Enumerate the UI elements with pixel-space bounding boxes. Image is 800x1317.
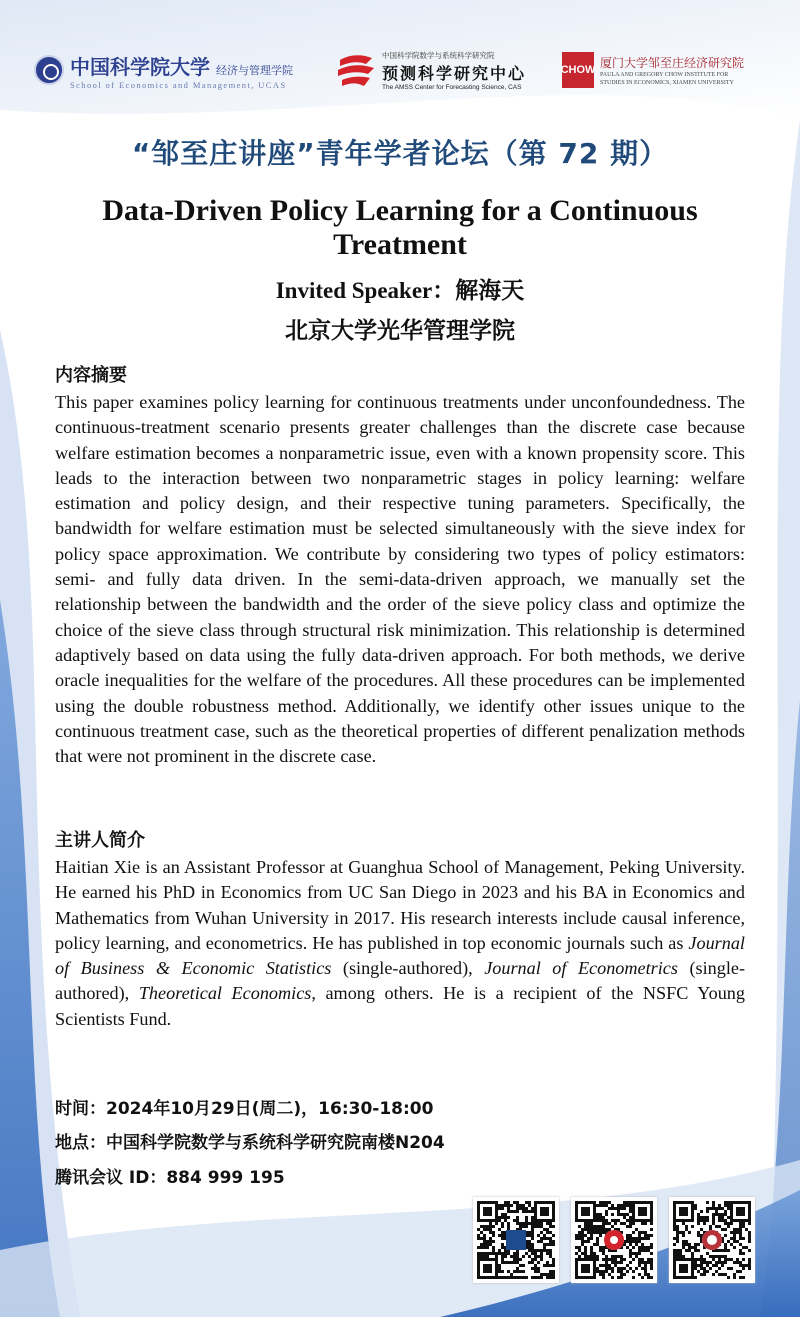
bio-text (55, 855, 745, 1032)
journal-name: Journal of Business & Economic Statistics (55, 932, 745, 979)
ucas-qr-logo-icon (506, 1230, 526, 1250)
bio-part: (single-authored), (331, 958, 485, 979)
chow-name-cn: 厦门大学邹至庄经济研究院 (600, 55, 745, 70)
ucas-qr-code[interactable] (473, 1197, 559, 1283)
event-time: 时间：2024年10月29日(周二)，16:30-18:00 (55, 1099, 434, 1119)
abstract-heading: 内容摘要 (55, 365, 127, 386)
amss-name-cn: 预测科学研究中心 (382, 63, 527, 83)
series-title: “邹至庄讲座”青年学者论坛（第 72 期） (131, 137, 669, 170)
chow-qr-logo-icon (702, 1230, 722, 1250)
logo-bar (34, 42, 774, 98)
ucas-name-cn: 中国科学院大学 (70, 54, 210, 79)
chow-qr-code[interactable] (669, 1197, 755, 1283)
ucas-emblem-icon (34, 55, 64, 85)
chow-logo (562, 42, 744, 98)
bio-part: , among others. He is a recipient of the NSFC Young Scientists Fund. (55, 983, 745, 1029)
journal-name: Journal of Econometrics (484, 958, 678, 979)
amss-qr-logo-icon (604, 1230, 624, 1250)
chow-name-en-2: STUDIES IN ECONOMICS, XIAMEN UNIVERSITY (600, 79, 734, 86)
ucas-name-en: School of Economics and Management, UCAS (70, 79, 287, 90)
chow-name-en-1: PAULA AND GREGORY CHOW INSTITUTE FOR (600, 71, 729, 78)
qr-code-group (473, 1197, 755, 1283)
amss-logo (336, 42, 526, 98)
speaker: Invited Speaker：解海天 (275, 278, 525, 303)
bio-heading: 主讲人简介 (55, 830, 145, 851)
bio-part: (single-authored), (55, 958, 746, 1004)
meeting-id: 腾讯会议 ID：884 999 195 (55, 1168, 285, 1188)
amss-qr-code[interactable] (571, 1197, 657, 1283)
ucas-school-cn: 经济与管理学院 (216, 64, 293, 77)
event-place: 地点：中国科学院数学与系统科学研究院南楼N204 (55, 1133, 445, 1153)
journal-name: Theoretical Economics (138, 983, 312, 1004)
chow-mark: CHOW (562, 52, 594, 88)
affiliation: 北京大学光华管理学院 (285, 317, 515, 344)
amss-parent-name: 中国科学院数学与系统科学研究院 (382, 50, 495, 60)
ucas-logo (34, 42, 293, 98)
amss-ribbon-icon (336, 52, 376, 88)
abstract-text: This paper examines policy learning for continuous treatments under unconfoundedness. The continuous-treatment scenario presents greater challenges than the discrete case because welfare estimation becomes a nonparametric issue, even with a known propensity score. This leads to the interaction between two nonparametric stages in policy learning: welfare estimation and policy design, and their respective tuning parameters. Specifically, the bandwidth for welfare estimation must be selected simultaneously with the sieve index for policy space approximation. We contribute by considering two types of policy estimators: semi- and fully data driven. In the semi-data-driven approach, we manually set the relationship between the bandwidth and the order of the sieve policy class and optimize the choice of the sieve class through structural risk minimization. This relationship is determined adaptively based on data using the fully data-driven approach. For both methods, we derive oracle inequalities for the welfare of the procedures. All these procedures can be implemented using the double robustness method. Additionally, we identify other issues unique to the continuous treatment case, such as the theoretical properties of different penalization methods that were not prominent in the discrete case. (55, 392, 745, 767)
bio-part: Haitian Xie is an Assistant Professor at Guanghua School of Management, Peking University. He earned his PhD in Economics from UC San Diego in 2023 and his BA in Economics and Mathematics from Wuhan University in 2017. His research interests include causal inference, policy learning, and econometrics. He has published in top economic journals such as (55, 857, 745, 953)
amss-name-en: The AMSS Center for Forecasting Science, CAS (382, 83, 522, 91)
talk-title: Data-Driven Policy Learning for a Continuous Treatment (102, 194, 698, 261)
